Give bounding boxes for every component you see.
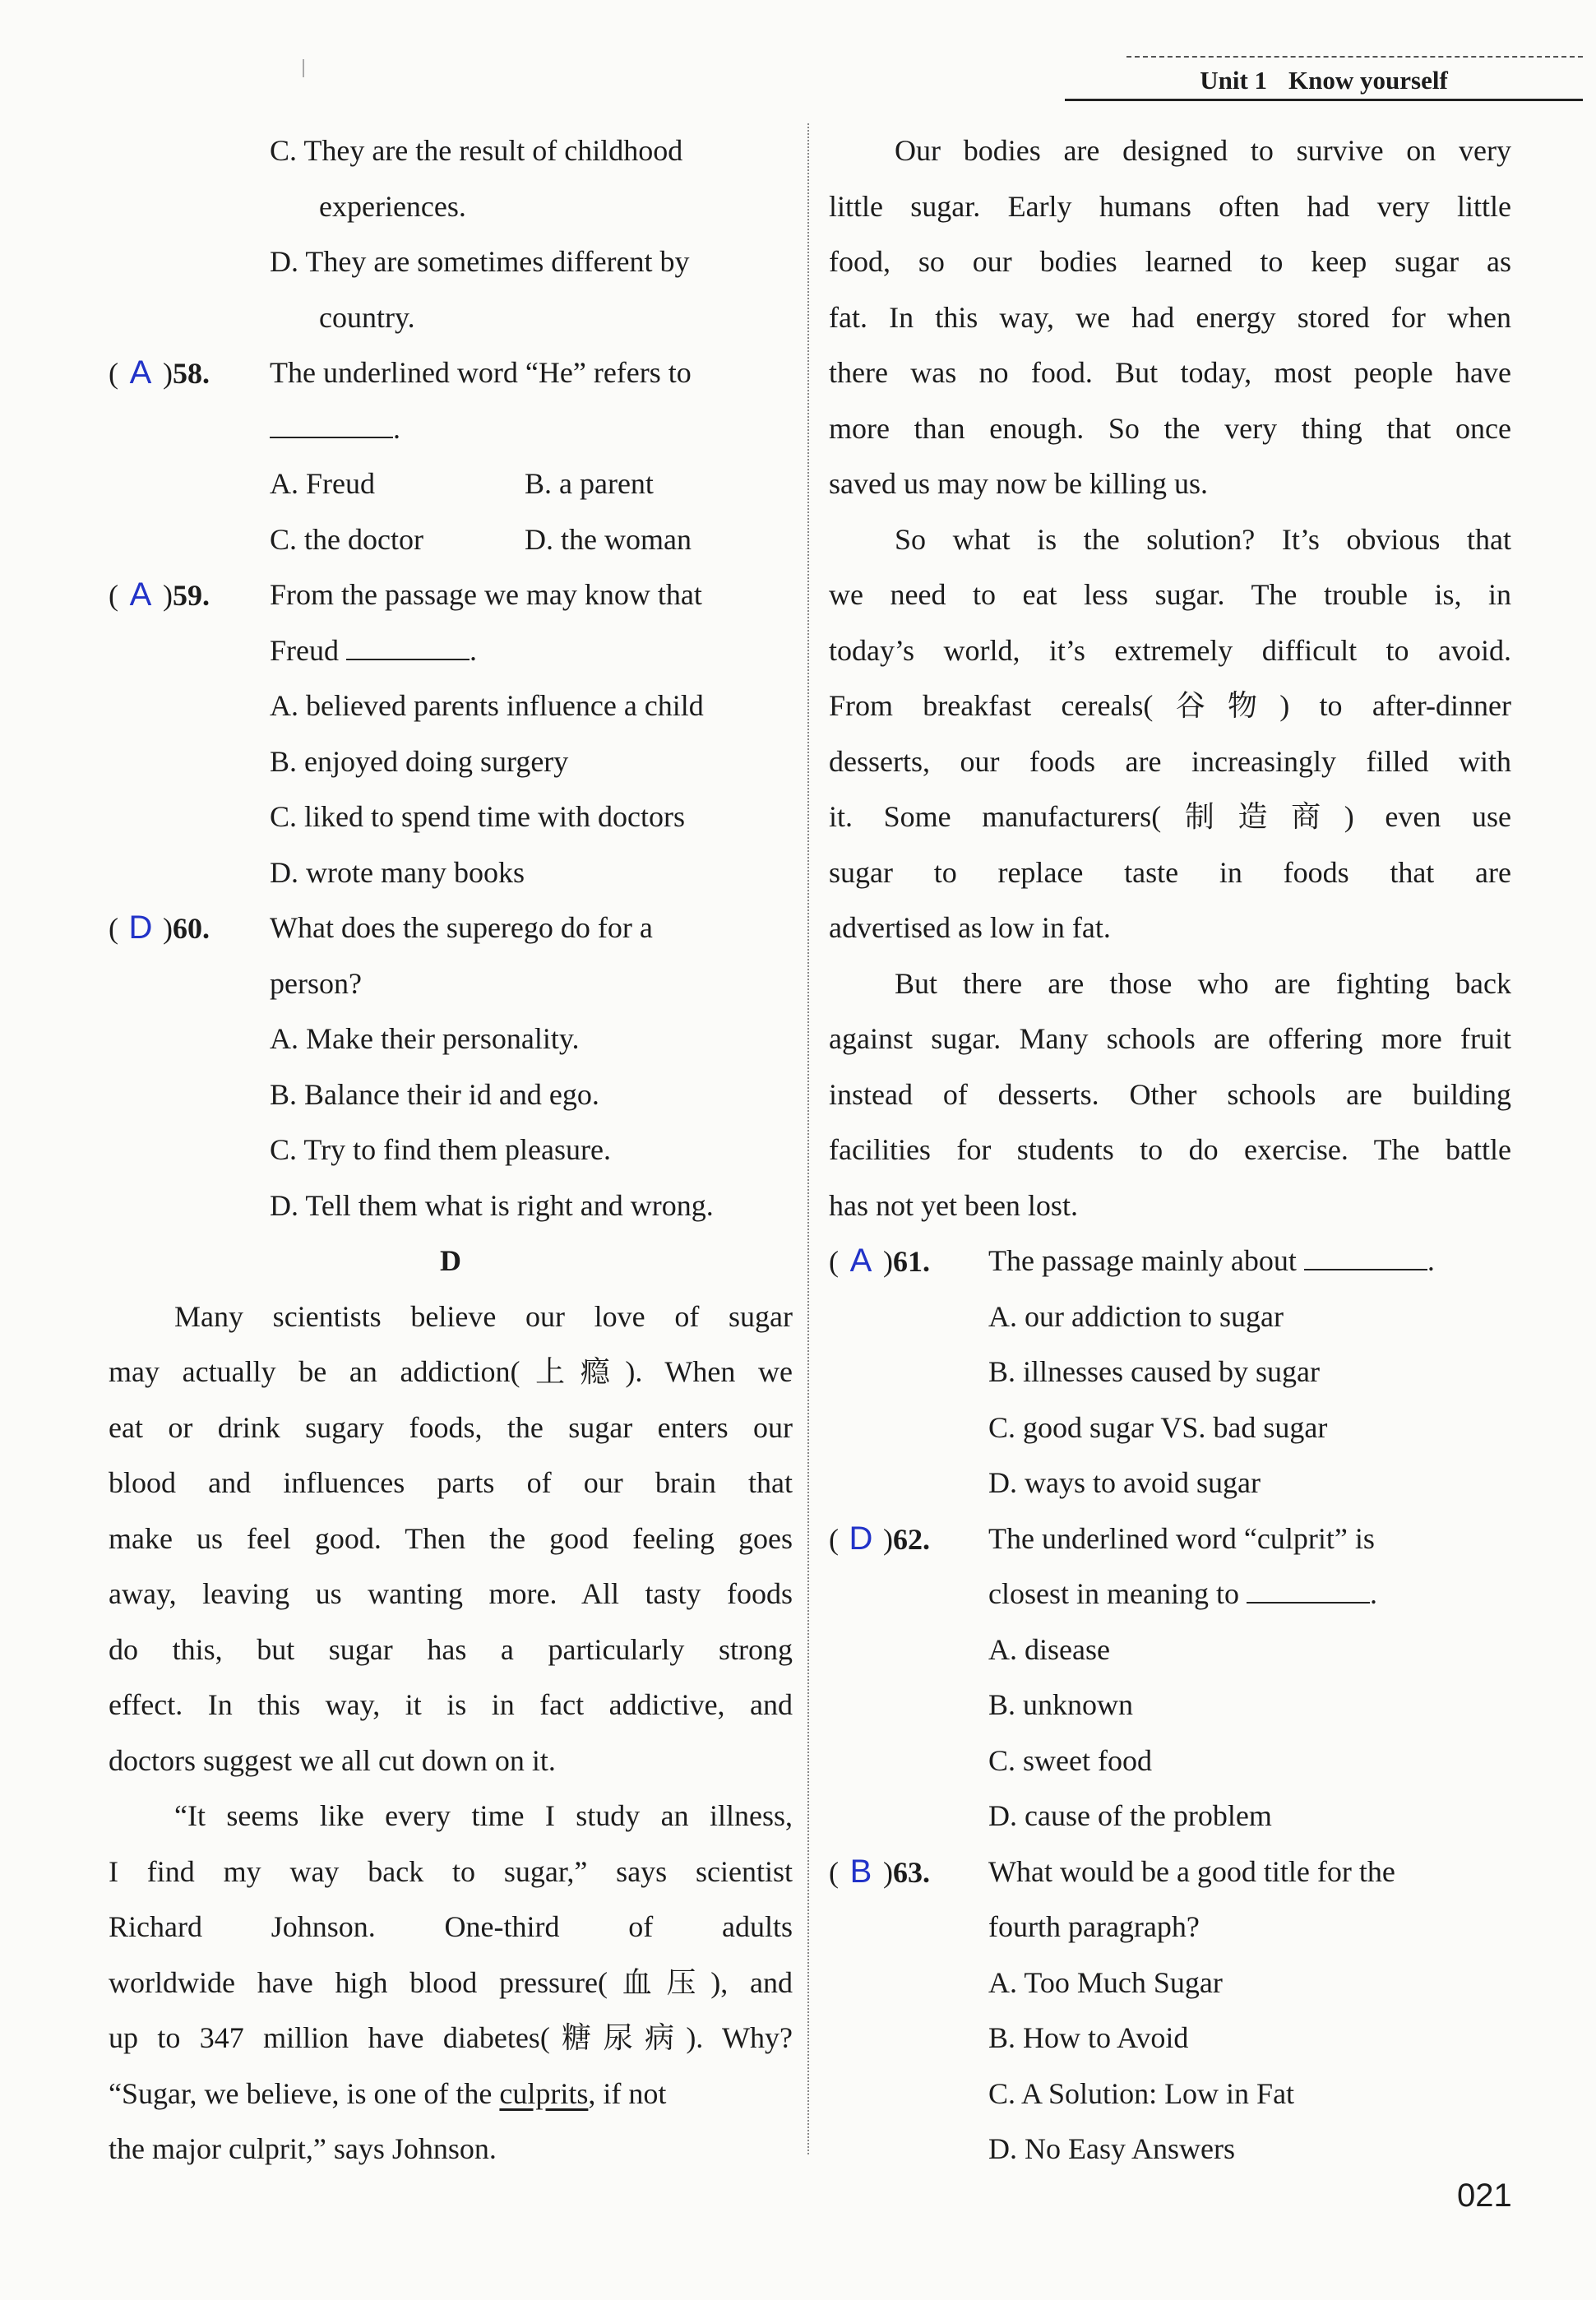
paragraph-line: the major culprit,” says Johnson. (109, 2132, 497, 2165)
q57-option-c-cont: experiences. (319, 189, 466, 223)
q63-stem-cont: fourth paragraph? (988, 1910, 1200, 1943)
underlined-word: culprits (499, 2076, 589, 2110)
paragraph-line: Our bodies are designed to survive on very (895, 134, 1511, 167)
q61-number: ( A )61. (829, 1233, 930, 1290)
paragraph-line: do this, but sugar has a particularly strong (109, 1632, 793, 1666)
q61-option-b: B. illnesses caused by sugar (988, 1355, 1320, 1388)
q58-number: ( A )58. (109, 345, 210, 402)
q61-stem: ( A )61. The passage mainly about . (829, 1233, 1511, 1289)
q62-option-d: D. cause of the problem (988, 1799, 1272, 1832)
header-title: Know yourself (1288, 66, 1448, 95)
paragraph-line: we need to eat less sugar. The trouble is, in (829, 578, 1511, 611)
passage-paragraph-2 (109, 1789, 793, 2177)
q58-stem: ( A )58. The underlined word “He” refers to (109, 345, 793, 401)
paragraph-line: Many scientists believe our love of sugar (174, 1299, 793, 1333)
q63-option-c: C. A Solution: Low in Fat (988, 2076, 1295, 2110)
paragraph-line: may actually be an addiction(上瘾). When we (109, 1355, 793, 1388)
q63-option-a: A. Too Much Sugar (988, 1965, 1223, 1999)
q61-option-a: A. our addiction to sugar (988, 1299, 1284, 1333)
q60-option-d: D. Tell them what is right and wrong. (270, 1188, 714, 1222)
paragraph-line: facilities for students to do exercise. The battle (829, 1133, 1511, 1166)
paragraph-line: make us feel good. Then the good feeling goes (109, 1521, 793, 1555)
q62-stem: ( D )62. The underlined word “culprit” is (829, 1511, 1511, 1567)
q60-stem: ( D )60. What does the superego do for a (109, 900, 793, 956)
q58-options-ab: A. Freud B. a parent (270, 467, 654, 500)
column-divider (807, 123, 809, 2154)
left-column (109, 123, 793, 2177)
header-dashed-rule (1126, 56, 1583, 58)
header-unit: Unit 1 (1200, 66, 1268, 95)
q59-number: ( A )59. (109, 567, 210, 624)
q63-option-b: B. How to Avoid (988, 2021, 1189, 2054)
q62-option-a: A. disease (988, 1632, 1110, 1666)
paragraph-line: effect. In this way, it is in fact addictive, and (109, 1688, 793, 1721)
q60-stem-cont: person? (270, 966, 362, 1000)
paragraph-line: has not yet been lost. (829, 1188, 1078, 1222)
paragraph-line: fat. In this way, we had energy stored for when (829, 300, 1511, 334)
paragraph-line: eat or drink sugary foods, the sugar enters our (109, 1410, 793, 1444)
paragraph-line: From breakfast cereals(谷物) to after-dinner (829, 689, 1511, 722)
q63-number: ( B )63. (829, 1844, 930, 1901)
paragraph-line: against sugar. Many schools are offering more fruit (829, 1022, 1511, 1055)
q59-answer: A (129, 576, 152, 613)
paragraph-line: worldwide have high blood pressure(血压), and (109, 1965, 793, 1999)
paragraph-line: instead of desserts. Other schools are building (829, 1077, 1511, 1111)
q62-option-c: C. sweet food (988, 1743, 1152, 1777)
paragraph-line: desserts, our foods are increasingly filled with (829, 744, 1511, 778)
paragraph-line: little sugar. Early humans often had very little (829, 189, 1511, 223)
q59-stem: ( A )59. From the passage we may know that (109, 567, 793, 623)
answer-blank (1304, 1244, 1427, 1270)
answer-blank (1247, 1577, 1370, 1604)
right-column (829, 123, 1511, 2177)
answer-blank (346, 634, 470, 660)
passage-paragraph-4 (829, 512, 1511, 956)
page-number: 021 (1457, 2177, 1512, 2214)
q61-option-d: D. ways to avoid sugar (988, 1466, 1261, 1499)
paragraph-line: doctors suggest we all cut down on it. (109, 1743, 556, 1777)
q62-stem-cont: closest in meaning to . (988, 1577, 1377, 1610)
q58-answer: A (129, 354, 152, 391)
paragraph-line: Richard Johnson. One-third of adults (109, 1910, 793, 1943)
q59-stem-cont: Freud . (270, 633, 477, 667)
paragraph-line: sugar to replace taste in foods that are (829, 855, 1511, 889)
q59-option-a: A. believed parents influence a child (270, 689, 704, 722)
q60-option-c: C. Try to find them pleasure. (270, 1133, 611, 1166)
q62-option-b: B. unknown (988, 1688, 1134, 1721)
q60-option-b: B. Balance their id and ego. (270, 1077, 599, 1111)
q59-option-c: C. liked to spend time with doctors (270, 800, 685, 833)
paragraph-line: blood and influences parts of our brain that (109, 1466, 793, 1499)
paragraph-line: I find my way back to sugar,” says scientist (109, 1854, 793, 1888)
q60-number: ( D )60. (109, 900, 210, 957)
passage-paragraph-3 (829, 123, 1511, 512)
running-header (1065, 62, 1583, 101)
q60-option-a: A. Make their personality. (270, 1022, 580, 1055)
paragraph-line: “It seems like every time I study an illness, (174, 1799, 793, 1832)
passage-paragraph-5 (829, 956, 1511, 1234)
paragraph-line: advertised as low in fat. (829, 911, 1111, 944)
paragraph-line: away, leaving us wanting more. All tasty foods (109, 1577, 793, 1610)
passage-paragraph-1 (109, 1289, 793, 1789)
q57-option-d: D. They are sometimes different by (270, 245, 690, 278)
section-title: D (440, 1244, 461, 1277)
paragraph-line: So what is the solution? It’s obvious that (895, 522, 1511, 556)
q59-option-d: D. wrote many books (270, 855, 525, 889)
q60-answer: D (128, 909, 153, 946)
paragraph-line: “Sugar, we believe, is one of the culprits, if not (109, 2076, 667, 2110)
paragraph-line: today’s world, it’s extremely difficult to avoid. (829, 633, 1511, 667)
answer-blank (270, 412, 393, 438)
q57-option-c: C. They are the result of childhood (270, 134, 683, 167)
paragraph-line: there was no food. But today, most people have (829, 356, 1511, 389)
q62-number: ( D )62. (829, 1511, 930, 1568)
q63-option-d: D. No Easy Answers (988, 2132, 1235, 2165)
paragraph-line: it. Some manufacturers(制造商) even use (829, 800, 1511, 833)
paragraph-line: up to 347 million have diabetes(糖尿病). Why? (109, 2021, 793, 2054)
q63-answer: B (849, 1853, 872, 1890)
q63-stem: ( B )63. What would be a good title for the (829, 1844, 1511, 1900)
q59-option-b: B. enjoyed doing surgery (270, 744, 569, 778)
q61-answer: A (849, 1243, 872, 1279)
q61-option-c: C. good sugar VS. bad sugar (988, 1410, 1328, 1444)
paragraph-line: more than enough. So the very thing that once (829, 411, 1511, 445)
scan-mark (303, 59, 307, 77)
paragraph-line: food, so our bodies learned to keep sugar as (829, 245, 1511, 278)
q62-answer: D (849, 1520, 873, 1557)
paragraph-line: But there are those who are fighting back (895, 966, 1511, 1000)
q57-option-d-cont: country. (319, 300, 415, 334)
q58-options-cd: C. the doctor D. the woman (270, 522, 692, 556)
q58-blank-line: . (109, 401, 793, 457)
paragraph-line: saved us may now be killing us. (829, 467, 1208, 500)
